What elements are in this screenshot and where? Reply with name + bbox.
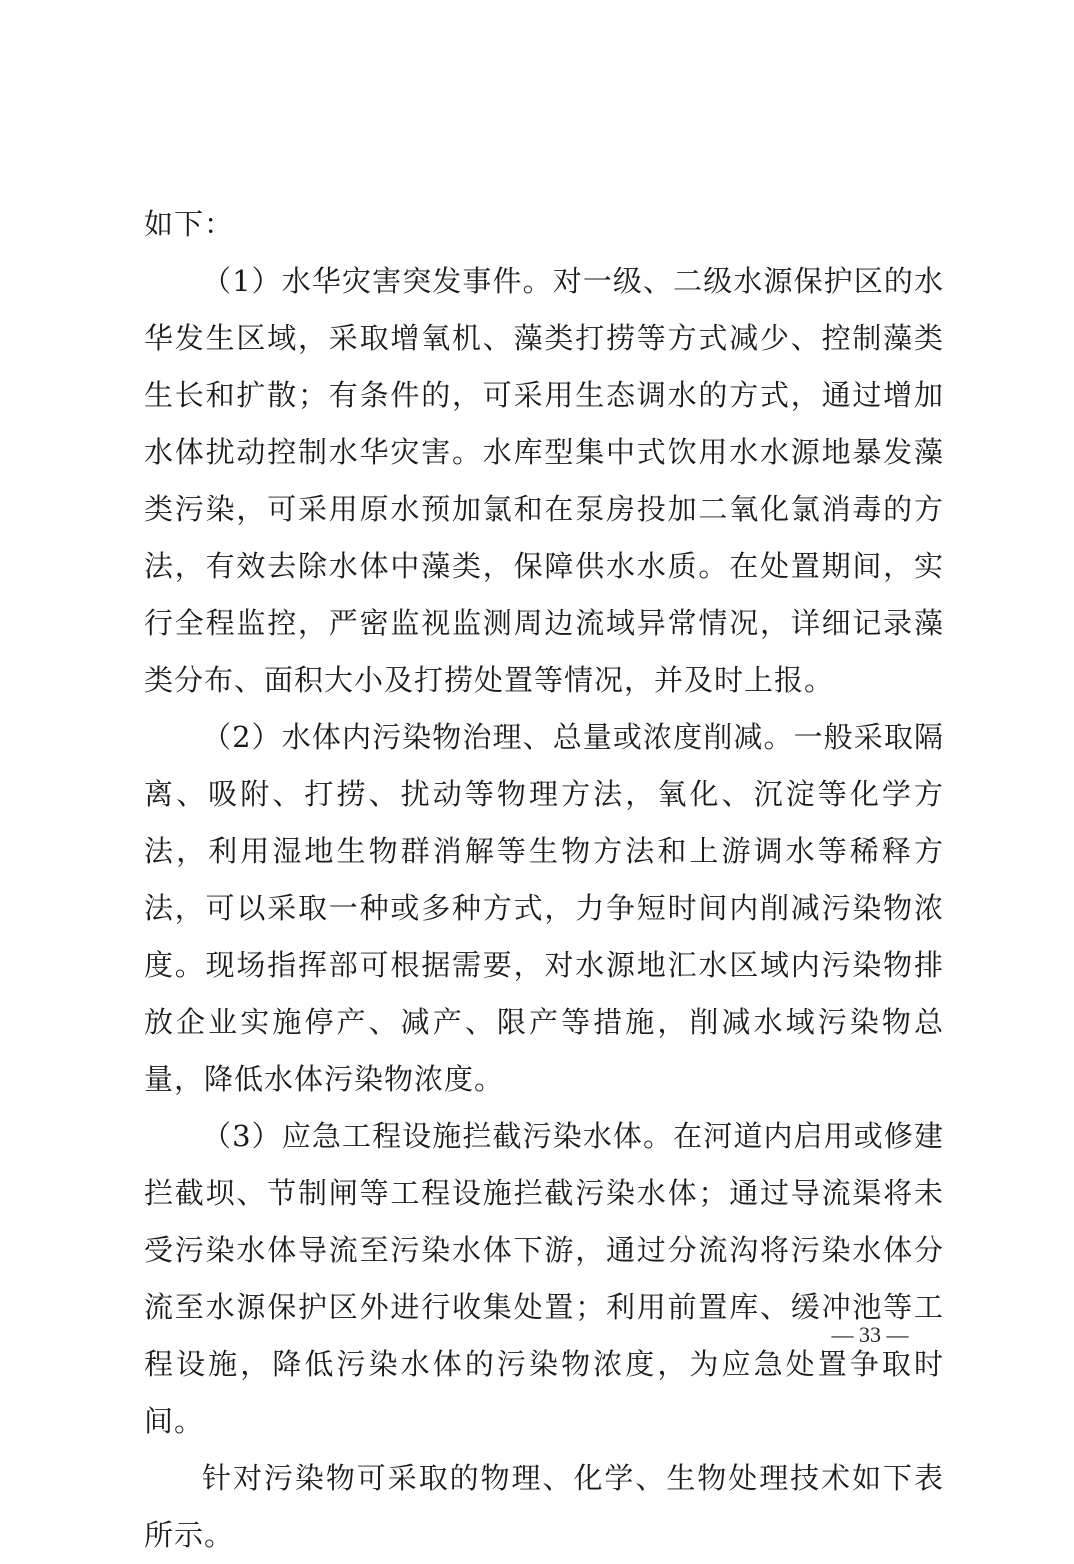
paragraph-continuation: 如下： [144,207,235,241]
paragraph-algal-bloom: （1）水华灾害突发事件。对一级、二级水源保护区的水华发生区域，采取增氧机、藻类打捞等方式减少、控制藻类生长和扩散；有条件的，可采用生态调水的方式，通过增加水体扰动控制水华灾害。水库型集中式饮用水水源地暴发藻类污染，可采用原水预加氯和在泵房投加二氧化氯消毒的方法，有效去除水体中藻类，保障供水水质。在处置期间，实行全程监控，严密监视监测周边流域异常情况，详细记录藻类分布、面积大小及打捞处置等情况，并及时上报。 [144,264,944,697]
body-text [144,196,944,1564]
page-number: — 33 — [831,1322,909,1347]
paragraph-pollutant-reduction: （2）水体内污染物治理、总量或浓度削减。一般采取隔离、吸附、打捞、扰动等物理方法，氧化、沉淀等化学方法，利用湿地生物群消解等生物方法和上游调水等稀释方法，可以采取一种或多种方式，力争短时间内削减污染物浓度。现场指挥部可根据需要，对水源地汇水区域内污染物排放企业实施停产、减产、限产等措施，削减水域污染物总量，降低水体污染物浓度。 [144,720,944,1096]
paragraph-emergency-engineering: （3）应急工程设施拦截污染水体。在河道内启用或修建拦截坝、节制闸等工程设施拦截污染水体；通过导流渠将未受污染水体导流至污染水体下游，通过分流沟将污染水体分流至水源保护区外进行收集处置；利用前置库、缓冲池等工程设施，降低污染水体的污染物浓度，为应急处置争取时间。 [144,1119,944,1438]
paragraph-table-intro: 针对污染物可采取的物理、化学、生物处理技术如下表所示。 [144,1461,944,1552]
